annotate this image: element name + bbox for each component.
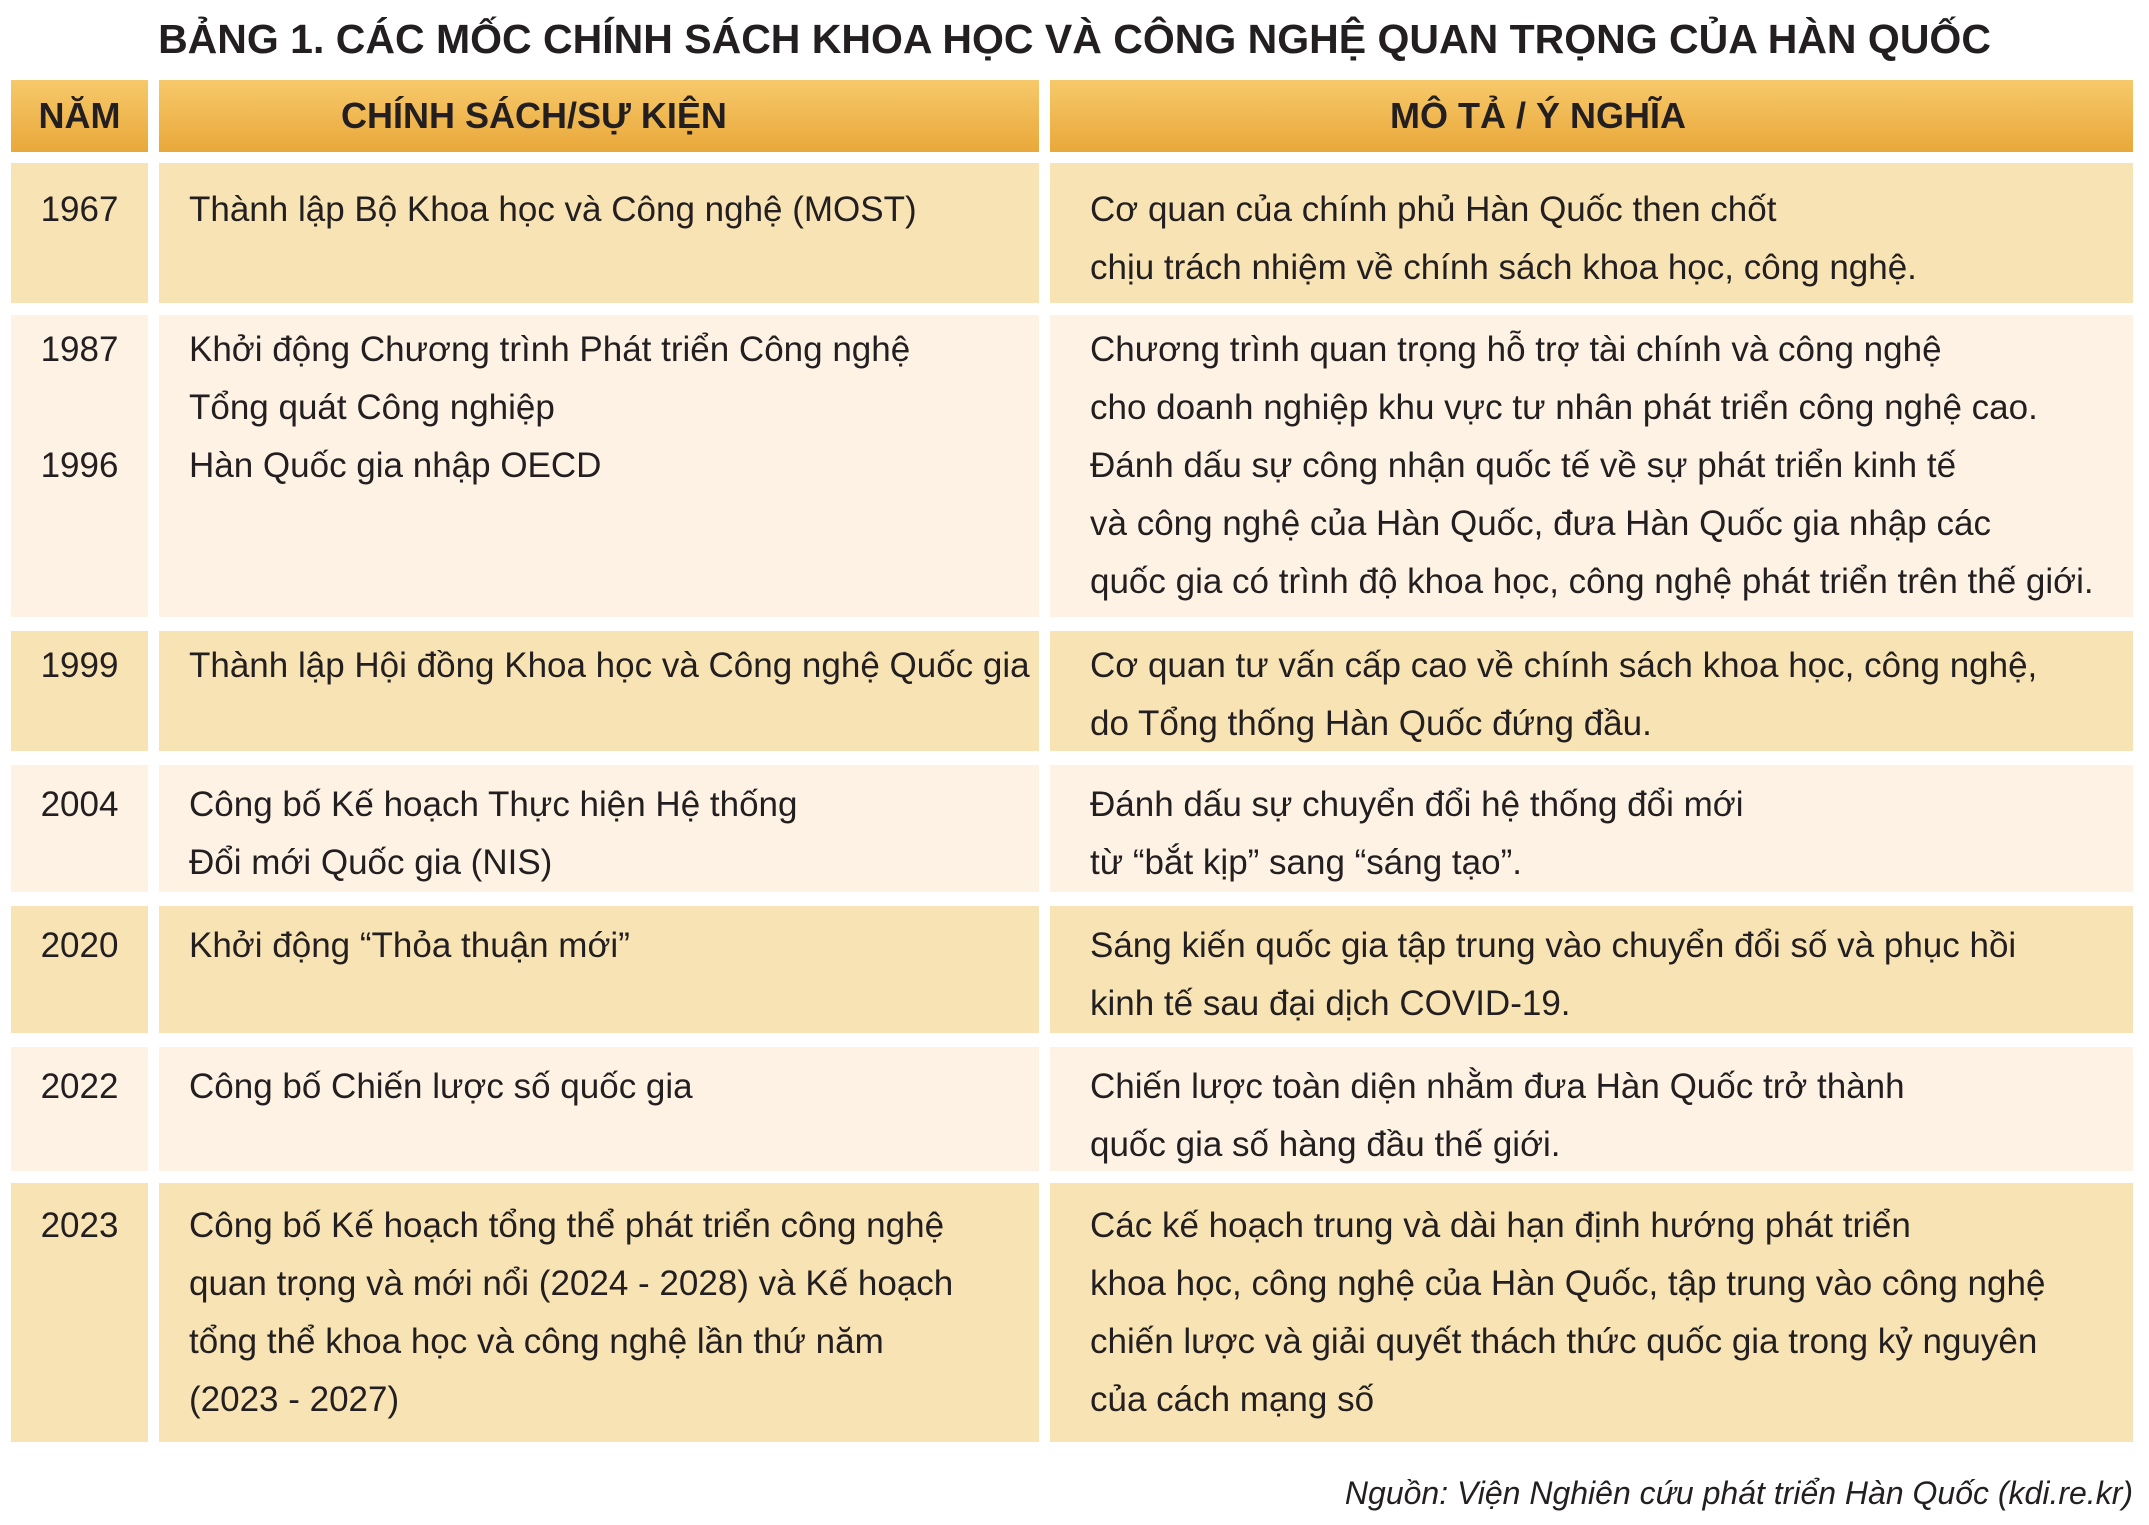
year: 2023 [40, 1206, 119, 1245]
event-cell [159, 1183, 1039, 1442]
description-line: Các kế hoạch trung và dài hạn định hướng phát triển [1090, 1206, 1911, 1245]
milestones-table [11, 80, 2133, 1442]
description-line: khoa học, công nghệ của Hàn Quốc, tập trung vào công nghệ [1090, 1264, 2046, 1303]
event-cell [159, 631, 1039, 751]
table-title: BẢNG 1. CÁC MỐC CHÍNH SÁCH KHOA HỌC VÀ CÔNG NGHỆ QUAN TRỌNG CỦA HÀN QUỐC [158, 16, 1991, 62]
event-line: Thành lập Hội đồng Khoa học và Công nghệ Quốc gia [189, 646, 1030, 685]
header-description: MÔ TẢ / Ý NGHĨA [1050, 80, 2133, 152]
description-line: quốc gia có trình độ khoa học, công nghệ phát triển trên thế giới. [1090, 562, 2094, 601]
description-line: cho doanh nghiệp khu vực tư nhân phát triển công nghệ cao. [1090, 388, 2038, 427]
description-cell [1050, 765, 2133, 892]
event-line: Khởi động “Thỏa thuận mới” [189, 926, 630, 965]
year-cell [11, 315, 148, 617]
year-cell [11, 1183, 148, 1442]
description-line: Chiến lược toàn diện nhằm đưa Hàn Quốc trở thành [1090, 1067, 1905, 1106]
description-line: Đánh dấu sự chuyển đổi hệ thống đổi mới [1090, 785, 1744, 824]
description-cell [1050, 1047, 2133, 1171]
description-line: Sáng kiến quốc gia tập trung vào chuyển đổi số và phục hồi [1090, 926, 2017, 965]
description-line: Cơ quan của chính phủ Hàn Quốc then chốt [1090, 190, 1777, 229]
header-year: NĂM [11, 80, 148, 152]
description-line: kinh tế sau đại dịch COVID-19. [1090, 984, 1571, 1023]
description-cell [1050, 1183, 2133, 1442]
year: 1996 [40, 446, 119, 485]
description-line: của cách mạng số [1090, 1380, 1375, 1419]
year-cell [11, 163, 148, 303]
event-line: Công bố Chiến lược số quốc gia [189, 1067, 693, 1106]
event-line: quan trọng và mới nổi (2024 - 2028) và Kế hoạch [189, 1264, 954, 1303]
year: 2004 [40, 785, 119, 824]
year-cell [11, 631, 148, 751]
table-row [11, 1183, 2133, 1442]
event-line: Tổng quát Công nghiệp [189, 388, 555, 427]
event-line: Đổi mới Quốc gia (NIS) [189, 843, 553, 882]
description-line: từ “bắt kịp” sang “sáng tạo”. [1090, 843, 1522, 882]
event-cell [159, 765, 1039, 892]
description-cell [1050, 906, 2133, 1033]
event-cell [159, 906, 1039, 1033]
description-line: do Tổng thống Hàn Quốc đứng đầu. [1090, 704, 1652, 743]
description-line: quốc gia số hàng đầu thế giới. [1090, 1125, 1561, 1164]
year-cell [11, 906, 148, 1033]
table-row [11, 906, 2133, 1033]
year-cell [11, 765, 148, 892]
table-row [11, 1047, 2133, 1171]
header-event: CHÍNH SÁCH/SỰ KIỆN [159, 80, 1039, 152]
description-cell [1050, 163, 2133, 303]
event-cell [159, 1047, 1039, 1171]
event-line: (2023 - 2027) [189, 1380, 400, 1419]
description-line: Cơ quan tư vấn cấp cao về chính sách khoa học, công nghệ, [1090, 646, 2038, 685]
table-row [11, 315, 2133, 617]
event-line: Hàn Quốc gia nhập OECD [189, 446, 602, 485]
event-line: Thành lập Bộ Khoa học và Công nghệ (MOST) [189, 190, 917, 229]
table-row [11, 631, 2133, 751]
year: 2020 [40, 926, 119, 965]
description-line: và công nghệ của Hàn Quốc, đưa Hàn Quốc gia nhập các [1090, 504, 1991, 543]
event-line: Khởi động Chương trình Phát triển Công nghệ [189, 330, 911, 369]
description-line: Chương trình quan trọng hỗ trợ tài chính và công nghệ [1090, 330, 1942, 369]
event-line: tổng thể khoa học và công nghệ lần thứ năm [189, 1322, 884, 1361]
table-header-row [11, 80, 2133, 152]
description-line: Đánh dấu sự công nhận quốc tế về sự phát triển kinh tế [1090, 446, 1957, 485]
description-line: chịu trách nhiệm về chính sách khoa học, công nghệ. [1090, 248, 1917, 287]
event-cell [159, 315, 1039, 617]
year: 2022 [40, 1067, 119, 1106]
year-cell [11, 1047, 148, 1171]
event-line: Công bố Kế hoạch Thực hiện Hệ thống [189, 785, 798, 824]
event-cell [159, 163, 1039, 303]
description-cell [1050, 631, 2133, 751]
table-body [11, 163, 2133, 1442]
table-row [11, 765, 2133, 892]
description-line: chiến lược và giải quyết thách thức quốc gia trong kỷ nguyên [1090, 1322, 2038, 1361]
year: 1967 [40, 190, 119, 229]
event-line: Công bố Kế hoạch tổng thể phát triển công nghệ [189, 1206, 945, 1245]
year: 1987 [40, 330, 119, 369]
year: 1999 [40, 646, 119, 685]
table-row [11, 163, 2133, 303]
description-cell [1050, 315, 2133, 617]
source-note: Nguồn: Viện Nghiên cứu phát triển Hàn Quốc (kdi.re.kr) [1344, 1475, 2133, 1511]
